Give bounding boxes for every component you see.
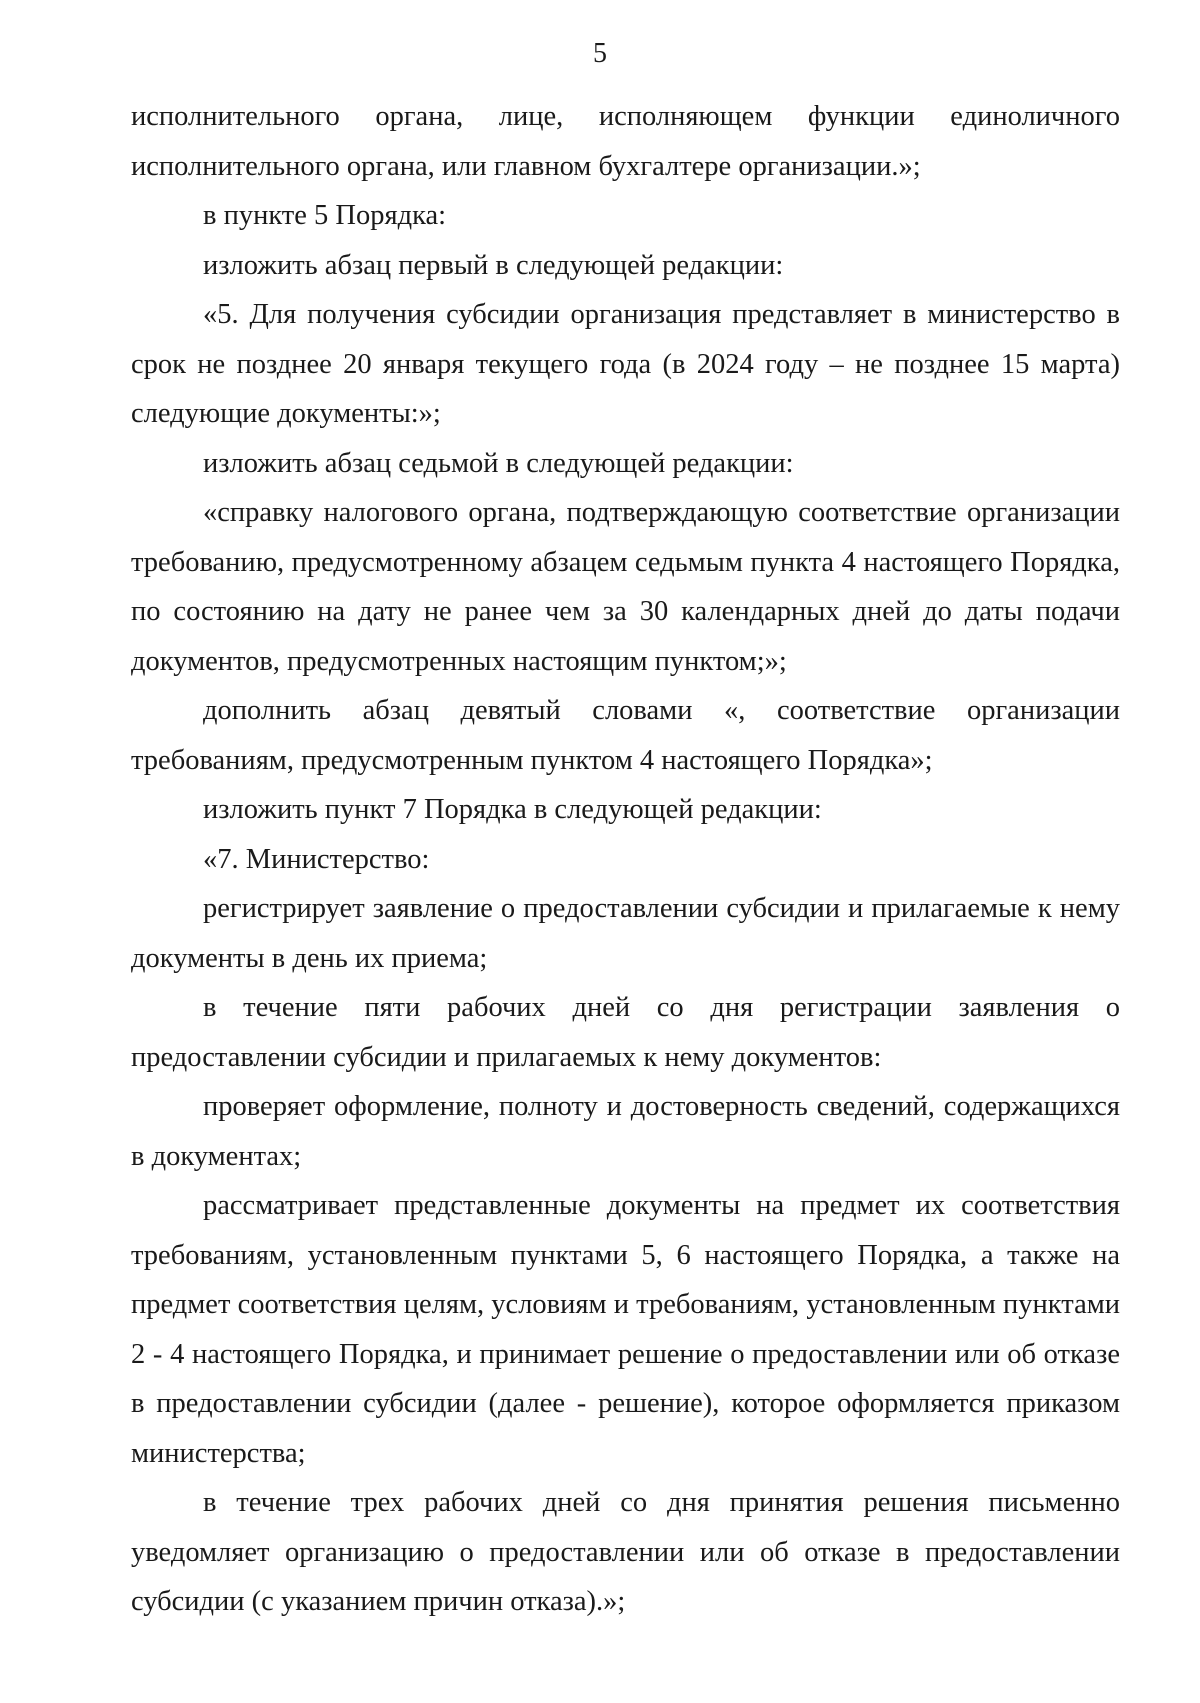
paragraph: в течение трех рабочих дней со дня принятия решения письменно уведомляет организацию о предоставлении или об отказе в предоставлении субсидии (с указанием причин отказа).»; (131, 1487, 1120, 1617)
paragraph: дополнить абзац девятый словами «, соответствие организации требованиям, предусмотренным пунктом 4 настоящего Порядка»; (131, 695, 1120, 776)
paragraph: «5. Для получения субсидии организация представляет в министерство в срок не позднее 20 января текущего года (в 2024 году – не позднее 15 марта) следующие документы:»; (131, 299, 1120, 429)
paragraph: в течение пяти рабочих дней со дня регистрации заявления о предоставлении субсидии и прилагаемых к нему документов: (131, 992, 1120, 1073)
paragraph: в пункте 5 Порядка: (203, 200, 447, 231)
paragraph: изложить пункт 7 Порядка в следующей редакции: (203, 794, 822, 825)
paragraph: изложить абзац первый в следующей редакции: (203, 249, 784, 281)
page-number: 5 (593, 38, 607, 69)
paragraph: исполнительного органа, лице, исполняющем функции единоличного исполнительного органа, или главном бухгалтере организации.»; (131, 101, 1120, 182)
paragraph: изложить абзац седьмой в следующей редакции: (203, 447, 794, 479)
paragraph: рассматривает представленные документы на предмет их соответствия требованиям, установленным пунктами 5, 6 настоящего Порядка, а также на предмет соответствия целям, условиям и требованиям, установленным пунктами 2 - 4 настоящего Порядка, и принимает решение о предоставлении или об отказе в предоставлении субсидии (далее - решение), которое оформляется приказом министерства; (131, 1190, 1120, 1469)
paragraph: регистрирует заявление о предоставлении субсидии и прилагаемые к нему документы в день их приема; (131, 893, 1120, 974)
document-body (131, 92, 1120, 1627)
paragraph: «справку налогового органа, подтверждающую соответствие организации требованию, предусмотренному абзацем седьмым пункта 4 настоящего Порядка, по состоянию на дату не ранее чем за 30 календарных дней до даты подачи документов, предусмотренных настоящим пунктом;»; (131, 497, 1120, 677)
paragraph: проверяет оформление, полноту и достоверность сведений, содержащихся в документах; (131, 1091, 1120, 1172)
paragraph: «7. Министерство: (203, 843, 430, 875)
